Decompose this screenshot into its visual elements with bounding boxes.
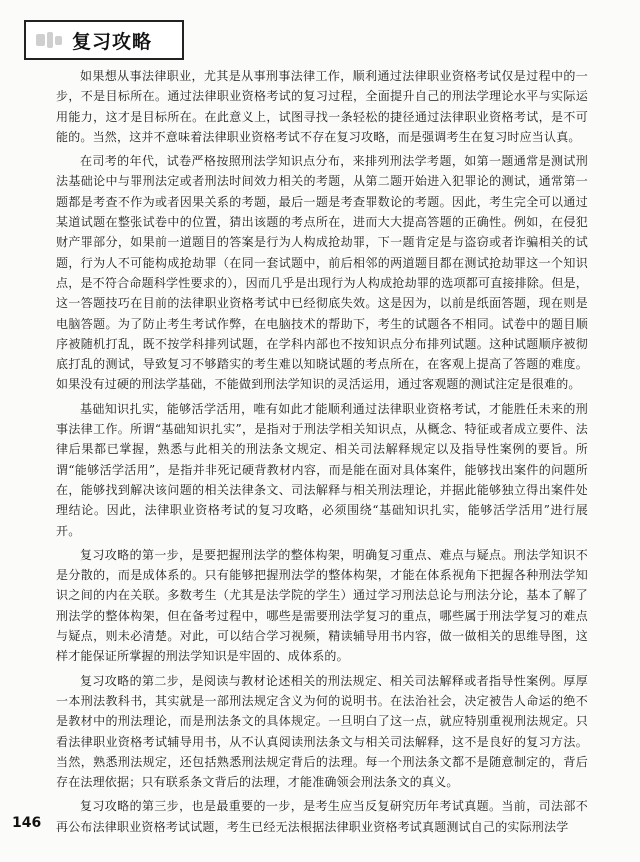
paragraph-5: 复习攻略的第二步，是阅读与教材论述相关的刑法规定、相关司法解释或者指导性案例。厚厚一本刑法教科书，其实就是一部刑法规定含义为何的说明书。在法治社会，决定被告人命运的绝不是教材中的刑法理论，而是刑法条文的具体规定。一旦明白了这一点，就应特别重视刑法规定。只看法律职业资格考试辅导用书，从不认真阅读刑法条文与相关司法解释，这不是良好的复习方法。当然，熟悉刑法规定，还包括熟悉刑法规定背后的法理。每一个刑法条文都不是随意制定的，背后存在法理依据；只有联系条文背后的法理，才能准确领会刑法条文的真义。	[56, 673, 588, 790]
paragraph-4: 复习攻略的第一步，是要把握刑法学的整体构架，明确复习重点、难点与疑点。刑法学知识不是分散的，而是成体系的。只有能够把握刑法学的整体构架，才能在体系视角下把握各种刑法学知识之间的内在关联。多数考生（尤其是法学院的学生）通过学习刑法总论与刑法分论，基本了解了刑法学的整体构架，但在备考过程中，哪些是需要刑法学复习的重点，哪些属于刑法学复习的难点与疑点，则未必清楚。对此，可以结合学习视频，精读辅导用书内容，做一做相关的思维导图，这样才能保证所掌握的刑法学知识是牢固的、成体系的。	[56, 547, 588, 664]
page-number: 146	[12, 815, 42, 831]
paragraph-6: 复习攻略的第三步，也是最重要的一步，是考生应当反复研究历年考试真题。当前，司法部不再公布法律职业资格考试试题，考生已经无法根据法律职业资格考试真题测试自己的实际刑法学	[56, 799, 588, 834]
paragraph-3: 基础知识扎实，能够活学活用，唯有如此才能顺利通过法律职业资格考试，才能胜任未来的刑事法律工作。所谓“基础知识扎实”，是指对于刑法学相关知识点，从概念、特征或者成立要件、法律后果都已掌握，熟悉与此相关的刑法条文规定、相关司法解释规定以及指导性案例的要旨。所谓“能够活学活用”，是指并非死记硬背教材内容，而是能在面对具体案件，能够找出案件的问题所在，能够找到解决该问题的相关法律条文、司法解释与相关刑法理论，并据此能够独立得出案件处理结论。因此，法律职业资格考试的复习攻略，必须围绕“基础知识扎实，能够活学活用”进行展开。	[56, 401, 588, 538]
body-text	[56, 66, 588, 841]
section-header	[24, 20, 184, 60]
paragraph-2: 在司考的年代，试卷严格按照刑法学知识点分布，来排列刑法学考题，如第一题通常是测试刑法基础论中与罪刑法定或者刑法时间效力相关的考题，从第二题开始进入犯罪论的测试，通常第一题都是考查不作为或者因果关系的考题，最后一题是考查罪数论的考题。因此，考生完全可以通过某道试题在整张试卷中的位置，猜出该题的考点所在，进而大大提高答题的正确性。例如，在侵犯财产罪部分，如果前一道题目的答案是行为人构成抢劫罪，下一题肯定是与盗窃或者诈骗相关的试题，行为人不可能构成抢劫罪（在同一套试题中，前后相邻的两道题目都在测试抢劫罪这一个知识点，是不符合命题科学性要求的），因而几乎是出现行为人构成抢劫罪的选项都可直接排除。但是，这一答题技巧在目前的法律职业资格考试中已经彻底失效。这是因为，以前是纸面答题，现在则是电脑答题。为了防止考生考试作弊，在电脑技术的帮助下，考生的试题各不相同。试卷中的题目顺序被随机打乱，既不按学科排列试题，在学科内部也不按知识点分布排列试题。这种试题顺序被彻底打乱的测试，导致复习不够踏实的考生难以知晓试题的考点所在，在客观上提高了答题的难度。如果没有过硬的刑法学基础，不能做到刑法学知识的灵活运用，通过客观题的测试注定是很难的。	[56, 154, 588, 392]
header-decoration-icon	[34, 29, 64, 51]
paragraph-1: 如果想从事法律职业，尤其是从事刑事法律工作，顺利通过法律职业资格考试仅是过程中的一步，不是目标所在。通过法律职业资格考试的复习过程，全面提升自己的刑法学理论水平与实际运用能力，这才是目标所在。在此意义上，试图寻找一条轻松的捷径通过法律职业资格考试，是不可能的。当然，这并不意味着法律职业资格考试不存在复习攻略，而是强调考生在复习时应当认真。	[56, 69, 588, 144]
section-title: 复习攻略	[72, 30, 153, 53]
